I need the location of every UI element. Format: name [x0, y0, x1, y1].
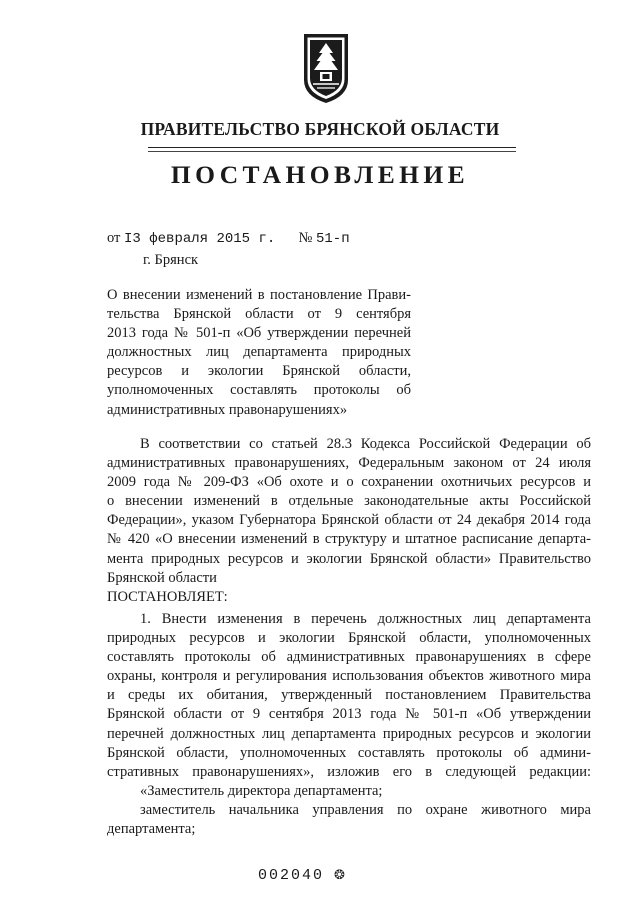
document-type-title: ПОСТАНОВЛЕНИЕ — [170, 160, 470, 189]
clause-line: Брянской области от 9 сентября 2013 года № 501-п «Об утверждении — [107, 706, 591, 723]
document-date: I3 февраля 2015 г. — [124, 231, 276, 247]
preamble-line: Федерации», указом Губернатора Брянской области от 24 декабря 2014 года — [107, 512, 591, 529]
preamble-line: 2009 года № 209-ФЗ «Об охоте и о сохранении охотничьих ресурсов и — [107, 474, 591, 491]
document-number: 51-п — [315, 231, 350, 247]
clause-line: стративных правонарушениях», изложив его в следующей редакции: — [107, 763, 591, 780]
coat-of-arms-emblem — [300, 30, 352, 106]
document-subject — [107, 286, 411, 420]
preamble-line: мента природных ресурсов и экологии Брянской области» Правительство — [107, 550, 591, 567]
subject-line: уполномоченных составлять протоколы об — [107, 382, 411, 399]
clause-line: охраны, контроля и регулирования использования объектов животного мира — [107, 668, 591, 685]
clause-line: департамента; — [107, 821, 196, 838]
clause-line: 1. Внести изменения в перечень должностных лиц департамента — [140, 611, 591, 627]
preamble-line: о внесении изменений в отдельные законодательные акты Российской — [107, 493, 591, 510]
preamble-line: В соответствии со статьей 28.3 Кодекса Российской Федерации об — [140, 436, 591, 452]
date-from-label: от — [107, 230, 121, 246]
document-city: г. Брянск — [143, 252, 199, 268]
preamble-paragraph — [107, 435, 591, 607]
serial-number: 002040 — [258, 867, 325, 884]
subject-line: 2013 года № 501-п «Об утверждении перечней — [107, 325, 411, 342]
clause-line: «Заместитель директора департамента; — [140, 782, 383, 799]
government-title: ПРАВИТЕЛЬСТВО БРЯНСКОЙ ОБЛАСТИ — [140, 119, 500, 139]
clause-1-paragraph — [107, 610, 591, 839]
stamp-mark-icon: ❂ — [334, 868, 345, 883]
header-rule-thin — [148, 151, 516, 152]
clause-line: природных ресурсов и экологии Брянской области, уполномоченных — [107, 630, 591, 647]
clause-line: составлять протоколы об административных правонарушениях в сфере — [107, 649, 591, 666]
resolves-heading: ПОСТАНОВЛЯЕТ: — [107, 588, 228, 605]
date-number-line — [107, 230, 350, 247]
header-rule-thick — [148, 147, 516, 148]
serial-number-stamp — [258, 867, 345, 884]
subject-line: ресурсов и экологии Брянской области, — [107, 363, 411, 380]
subject-line: тельства Брянской области от 9 сентября — [107, 306, 411, 323]
clause-line: и среды их обитания, утвержденный постановлением Правительства — [107, 687, 591, 704]
preamble-line: № 420 «О внесении изменений в структуру и штатное расписание департа- — [107, 531, 591, 548]
number-label: № — [298, 230, 313, 246]
clause-line: Брянской области, уполномоченных составлять протоколы об админи- — [107, 744, 591, 761]
subject-line: должностных лиц департамента природных — [107, 344, 411, 361]
preamble-line: административных правонарушениях, Федеральным законом от 24 июля — [107, 455, 591, 472]
subject-line: административных правонарушениях» — [107, 401, 348, 418]
clause-line: перечней должностных лиц департамента природных ресурсов и экологии — [107, 725, 591, 742]
clause-line: заместитель начальника управления по охране животного мира — [140, 801, 591, 818]
subject-line: О внесении изменений в постановление Прави- — [107, 287, 411, 303]
preamble-line: Брянской области — [107, 569, 217, 586]
